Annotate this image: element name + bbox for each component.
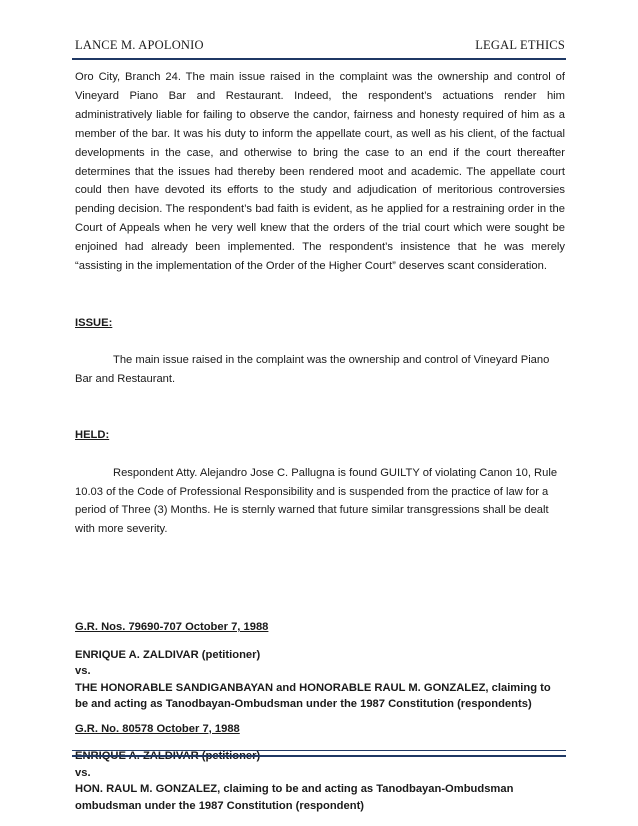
case-respondents: THE HONORABLE SANDIGANBAYAN and HONORABLE RAUL M. GONZALEZ, claiming to be and acting as Tanodbayan-Ombudsman under the 1987 Constitution (respondents) [75, 681, 551, 711]
case-petitioner: ENRIQUE A. ZALDIVAR (petitioner) [75, 648, 261, 661]
body-paragraph: Oro City, Branch 24. The main issue raised in the complaint was the ownership and control of Vineyard Piano Bar and Restaurant. Indeed, the respondent’s actuations render him administratively liable for failing to observe the candor, fairness and honesty required of him as a member of the bar. It was his duty to inform the appellate court, as well as his client, of the factual developments in the case, and otherwise to bring the case to an end if the court thereafter determines that the issues had thereby been rendered moot and academic. The appellate court could then have devoted its efforts to the study and adjudication of meritorious controversies pending decision. The respondent’s bad faith is evident, as he applied for a restraining order in the Court of Appeals when he very well knew that the orders of the trial court which were sought be enjoined had already been implemented. The respondent’s insistence that he was merely “assisting in the implementation of the Order of the Higher Court” deserves scant consideration. [75, 71, 565, 273]
case-number: G.R. No. 80578 October 7, 1988 [75, 722, 240, 735]
page-header [75, 38, 565, 54]
header-subject: LEGAL ETHICS [475, 38, 565, 52]
case-petitioner: ENRIQUE A. ZALDIVAR (petitioner) [75, 750, 261, 763]
issue-heading: ISSUE: [75, 316, 113, 329]
case-citation-1 [75, 619, 565, 713]
document-body [75, 68, 565, 814]
case-versus: vs. [75, 766, 91, 779]
footer-rule [72, 750, 566, 757]
case-versus: vs. [75, 665, 91, 678]
case-respondents: HON. RAUL M. GONZALEZ, claiming to be and acting as Tanodbayan-Ombudsman ombudsman under the 1987 Constitution (respondent) [75, 783, 514, 812]
case-number: G.R. Nos. 79690-707 October 7, 1988 [75, 621, 269, 634]
held-text: Respondent Atty. Alejandro Jose C. Pallugna is found GUILTY of violating Canon 10, Rule 10.03 of the Code of Professional Responsibility and is suspended from the practice of law for a period of Three (3) Months. He is sternly warned that future similar transgressions shall be dealt with more severity. [75, 466, 558, 536]
header-author: LANCE M. APOLONIO [75, 38, 204, 52]
case-citation-2 [75, 721, 565, 815]
header-rule [72, 58, 566, 60]
issue-text: The main issue raised in the complaint was the ownership and control of Vineyard Piano Bar and Restaurant. [75, 353, 550, 385]
held-heading: HELD: [75, 428, 110, 441]
